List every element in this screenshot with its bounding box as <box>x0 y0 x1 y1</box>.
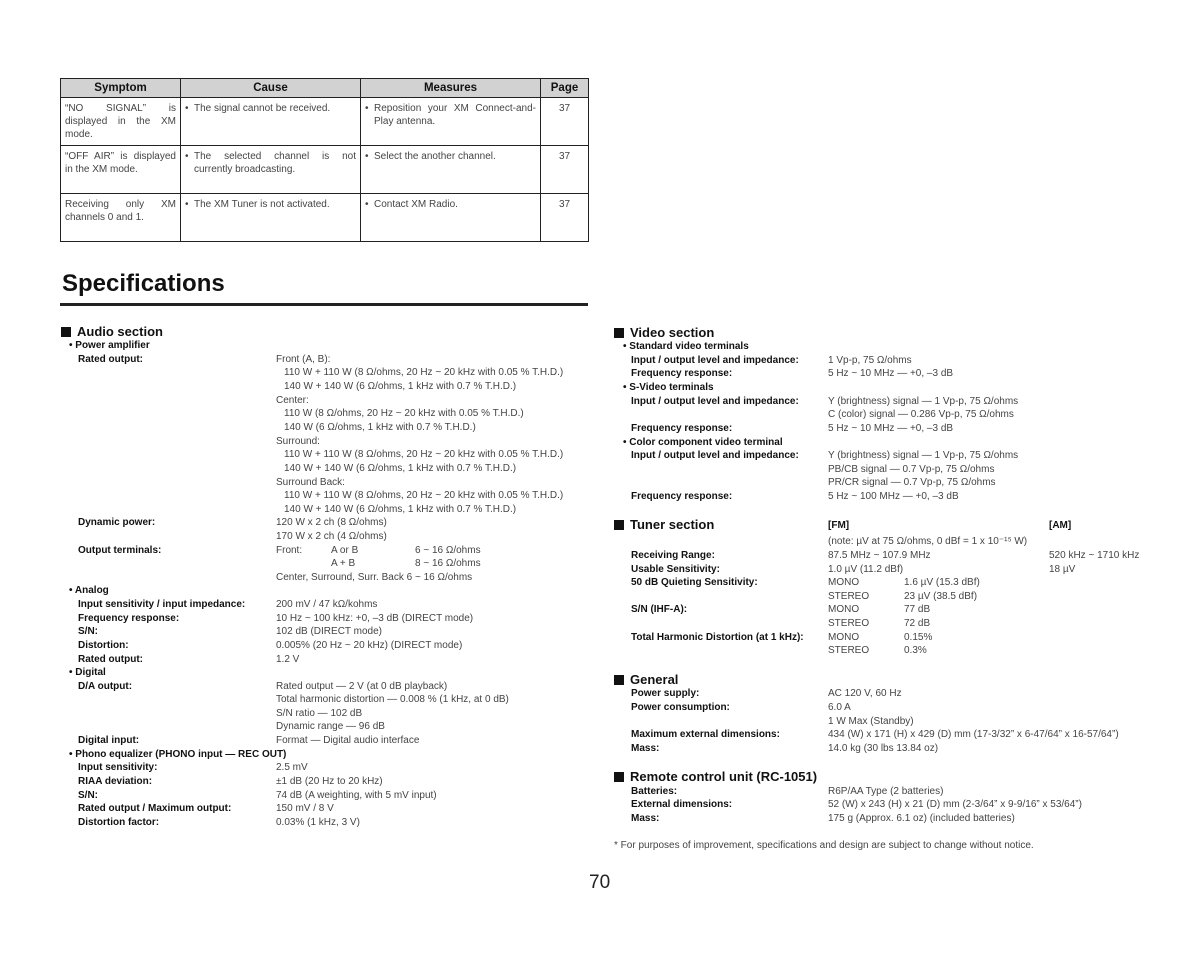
symptom-cell: “OFF AIR” is displayed in the XM mode. <box>61 146 181 194</box>
spec-label: 50 dB Quieting Sensitivity: <box>631 577 758 588</box>
spec-label: Rated output: <box>78 654 143 665</box>
title-rule <box>60 303 588 306</box>
spec-value: MONO <box>828 577 860 588</box>
spec-value: 8 ~ 16 Ω/ohms <box>415 558 481 569</box>
spec-label: Input / output level and impedance: <box>631 355 799 366</box>
troubleshooting-table <box>60 78 589 242</box>
spec-value: 2.5 mV <box>276 762 308 773</box>
spec-label: RIAA deviation: <box>78 776 153 787</box>
spec-value: 102 dB (DIRECT mode) <box>276 626 382 637</box>
spec-value: 140 W + 140 W (6 Ω/ohms, 1 kHz with 0.7 % T.H.D.) <box>284 504 517 515</box>
spec-value: MONO <box>828 604 860 615</box>
spec-value: 5 Hz ~ 100 MHz — +0, –3 dB <box>828 491 959 502</box>
tuner-section-heading: Tuner section <box>614 517 714 532</box>
spec-value: AC 120 V, 60 Hz <box>828 688 902 699</box>
square-bullet-icon <box>61 327 71 337</box>
table-row <box>61 146 589 194</box>
spec-value: Center, Surround, Surr. Back 6 ~ 16 Ω/ohms <box>276 572 473 583</box>
spec-value: 1.6 µV (15.3 dBf) <box>904 577 980 588</box>
cause-cell: • The XM Tuner is not activated. <box>181 194 361 242</box>
spec-value: Format — Digital audio interface <box>276 735 420 746</box>
spec-value: 140 W + 140 W (6 Ω/ohms, 1 kHz with 0.7 % T.H.D.) <box>284 381 517 392</box>
spec-value: C (color) signal — 0.286 Vp-p, 75 Ω/ohms <box>828 409 1014 420</box>
spec-label: Input sensitivity / input impedance: <box>78 599 246 610</box>
spec-label: Distortion factor: <box>78 817 160 828</box>
spec-value: 520 kHz ~ 1710 kHz <box>1049 550 1140 561</box>
measures-cell: • Reposition your XM Connect-and-Play antenna. <box>361 98 541 146</box>
spec-value: A or B <box>331 545 359 556</box>
spec-value: 170 W x 2 ch (4 Ω/ohms) <box>276 531 387 542</box>
spec-value: Rated output — 2 V (at 0 dB playback) <box>276 681 448 692</box>
output-terminals-label: Output terminals: <box>78 545 162 556</box>
s-video-subheading: • S-Video terminals <box>623 382 714 393</box>
measures-cell: • Contact XM Radio. <box>361 194 541 242</box>
spec-label: Input / output level and impedance: <box>631 396 799 407</box>
spec-label: Distortion: <box>78 640 129 651</box>
spec-value: R6P/AA Type (2 batteries) <box>828 786 944 797</box>
spec-label: Batteries: <box>631 786 678 797</box>
col-header-measures: Measures <box>361 79 541 98</box>
audio-section-heading: Audio section <box>61 324 163 339</box>
page-cell: 37 <box>541 98 589 146</box>
spec-label: Total Harmonic Distortion (at 1 kHz): <box>631 632 804 643</box>
spec-label: Digital input: <box>78 735 140 746</box>
spec-value: 120 W x 2 ch (8 Ω/ohms) <box>276 517 387 528</box>
spec-value: 52 (W) x 243 (H) x 21 (D) mm (2-3/64” x 9-9/16” x 53/64”) <box>828 799 1082 810</box>
spec-value: A + B <box>331 558 356 569</box>
spec-value: STEREO <box>828 645 870 656</box>
power-amplifier-subheading: • Power amplifier <box>69 340 150 351</box>
spec-label: External dimensions: <box>631 799 733 810</box>
video-section-heading: Video section <box>614 325 714 340</box>
phono-subheading: • Phono equalizer (PHONO input — REC OUT) <box>69 749 287 760</box>
spec-label: Frequency response: <box>631 423 733 434</box>
spec-label: Frequency response: <box>78 613 180 624</box>
color-component-subheading: • Color component video terminal <box>623 437 783 448</box>
spec-value: 150 mV / 8 V <box>276 803 334 814</box>
spec-value: STEREO <box>828 618 870 629</box>
col-header-page: Page <box>541 79 589 98</box>
spec-label: Power consumption: <box>631 702 730 713</box>
spec-value: 6.0 A <box>828 702 851 713</box>
table-row <box>61 194 589 242</box>
measures-cell: • Select the another channel. <box>361 146 541 194</box>
spec-label: S/N: <box>78 626 98 637</box>
spec-label: Mass: <box>631 813 660 824</box>
spec-value: 140 W (6 Ω/ohms, 1 kHz with 0.7 % T.H.D.) <box>284 422 476 433</box>
spec-value: 10 Hz ~ 100 kHz: +0, –3 dB (DIRECT mode) <box>276 613 474 624</box>
spec-value: 1 W Max (Standby) <box>828 716 914 727</box>
spec-label: Frequency response: <box>631 491 733 502</box>
spec-value: Total harmonic distortion — 0.008 % (1 kHz, at 0 dB) <box>276 694 509 705</box>
standard-video-subheading: • Standard video terminals <box>623 341 749 352</box>
spec-value: 434 (W) x 171 (H) x 429 (D) mm (17-3/32” x 6-47/64” x 16-57/64”) <box>828 729 1119 740</box>
spec-label: Frequency response: <box>631 368 733 379</box>
square-bullet-icon <box>614 675 624 685</box>
spec-value: 23 µV (38.5 dBf) <box>904 591 978 602</box>
dynamic-power-label: Dynamic power: <box>78 517 156 528</box>
spec-value: 110 W + 110 W (8 Ω/ohms, 20 Hz ~ 20 kHz with 0.05 % T.H.D.) <box>284 490 564 501</box>
spec-value: 110 W + 110 W (8 Ω/ohms, 20 Hz ~ 20 kHz with 0.05 % T.H.D.) <box>284 449 564 460</box>
spec-value: Y (brightness) signal — 1 Vp-p, 75 Ω/ohms <box>828 450 1019 461</box>
spec-value: S/N ratio — 102 dB <box>276 708 363 719</box>
fm-column-heading: [FM] <box>828 520 850 531</box>
spec-value: 14.0 kg (30 lbs 13.84 oz) <box>828 743 939 754</box>
spec-label: Input sensitivity: <box>78 762 158 773</box>
spec-value: 77 dB <box>904 604 931 615</box>
spec-value: 1.2 V <box>276 654 300 665</box>
page-cell: 37 <box>541 194 589 242</box>
spec-value: 0.15% <box>904 632 933 643</box>
spec-label: Receiving Range: <box>631 550 715 561</box>
am-column-heading: [AM] <box>1049 520 1072 531</box>
spec-label: Power supply: <box>631 688 700 699</box>
page-cell: 37 <box>541 146 589 194</box>
spec-label: S/N: <box>78 790 98 801</box>
page-title: Specifications <box>62 270 225 297</box>
spec-value: 18 µV <box>1049 564 1076 575</box>
page-number: 70 <box>589 872 611 893</box>
analog-subheading: • Analog <box>69 585 109 596</box>
rated-output-label: Rated output: <box>78 354 143 365</box>
spec-value: Front: <box>276 545 303 556</box>
spec-value: 110 W (8 Ω/ohms, 20 Hz ~ 20 kHz with 0.05 % T.H.D.) <box>284 408 524 419</box>
spec-value: PR/CR signal — 0.7 Vp-p, 75 Ω/ohms <box>828 477 996 488</box>
square-bullet-icon <box>614 772 624 782</box>
digital-subheading: • Digital <box>69 667 106 678</box>
spec-value: 200 mV / 47 kΩ/kohms <box>276 599 378 610</box>
spec-label: D/A output: <box>78 681 133 692</box>
spec-value: 72 dB <box>904 618 931 629</box>
spec-value: 140 W + 140 W (6 Ω/ohms, 1 kHz with 0.7 % T.H.D.) <box>284 463 517 474</box>
spec-value: 5 Hz ~ 10 MHz — +0, –3 dB <box>828 423 954 434</box>
spec-value: Center: <box>276 395 309 406</box>
spec-label: S/N (IHF-A): <box>631 604 688 615</box>
cause-cell: • The selected channel is not currently broadcasting. <box>181 146 361 194</box>
spec-value: 87.5 MHz ~ 107.9 MHz <box>828 550 931 561</box>
spec-value: 175 g (Approx. 6.1 oz) (included batteries) <box>828 813 1015 824</box>
spec-value: 0.3% <box>904 645 927 656</box>
symptom-cell: Receiving only XM channels 0 and 1. <box>61 194 181 242</box>
spec-value: 1 Vp-p, 75 Ω/ohms <box>828 355 912 366</box>
general-section-heading: General <box>614 672 678 687</box>
spec-label: Rated output / Maximum output: <box>78 803 232 814</box>
spec-label: Mass: <box>631 743 660 754</box>
spec-value: 1.0 µV (11.2 dBf) <box>828 564 904 575</box>
spec-value: Y (brightness) signal — 1 Vp-p, 75 Ω/ohms <box>828 396 1019 407</box>
spec-value: 0.03% (1 kHz, 3 V) <box>276 817 360 828</box>
square-bullet-icon <box>614 328 624 338</box>
tuner-note: (note: µV at 75 Ω/ohms, 0 dBf = 1 x 10⁻¹⁵ W) <box>828 536 1028 547</box>
spec-value: 74 dB (A weighting, with 5 mV input) <box>276 790 437 801</box>
spec-value: 0.005% (20 Hz ~ 20 kHz) (DIRECT mode) <box>276 640 463 651</box>
spec-value: PB/CB signal — 0.7 Vp-p, 75 Ω/ohms <box>828 464 995 475</box>
cause-cell: • The signal cannot be received. <box>181 98 361 146</box>
spec-label: Maximum external dimensions: <box>631 729 780 740</box>
spec-label: Input / output level and impedance: <box>631 450 799 461</box>
spec-value: 5 Hz ~ 10 MHz — +0, –3 dB <box>828 368 954 379</box>
spec-value: Front (A, B): <box>276 354 331 365</box>
spec-label: Usable Sensitivity: <box>631 564 720 575</box>
spec-value: MONO <box>828 632 860 643</box>
square-bullet-icon <box>614 520 624 530</box>
col-header-cause: Cause <box>181 79 361 98</box>
symptom-cell: “NO SIGNAL” is displayed in the XM mode. <box>61 98 181 146</box>
remote-section-heading: Remote control unit (RC-1051) <box>614 769 817 784</box>
col-header-symptom: Symptom <box>61 79 181 98</box>
footnote: * For purposes of improvement, specifications and design are subject to change without notice. <box>614 840 1034 851</box>
spec-value: STEREO <box>828 591 870 602</box>
spec-value: Surround Back: <box>276 477 345 488</box>
spec-value: 110 W + 110 W (8 Ω/ohms, 20 Hz ~ 20 kHz with 0.05 % T.H.D.) <box>284 367 564 378</box>
spec-value: Surround: <box>276 436 320 447</box>
table-row <box>61 98 589 146</box>
spec-value: ±1 dB (20 Hz to 20 kHz) <box>276 776 383 787</box>
spec-value: 6 ~ 16 Ω/ohms <box>415 545 481 556</box>
spec-value: Dynamic range — 96 dB <box>276 721 385 732</box>
